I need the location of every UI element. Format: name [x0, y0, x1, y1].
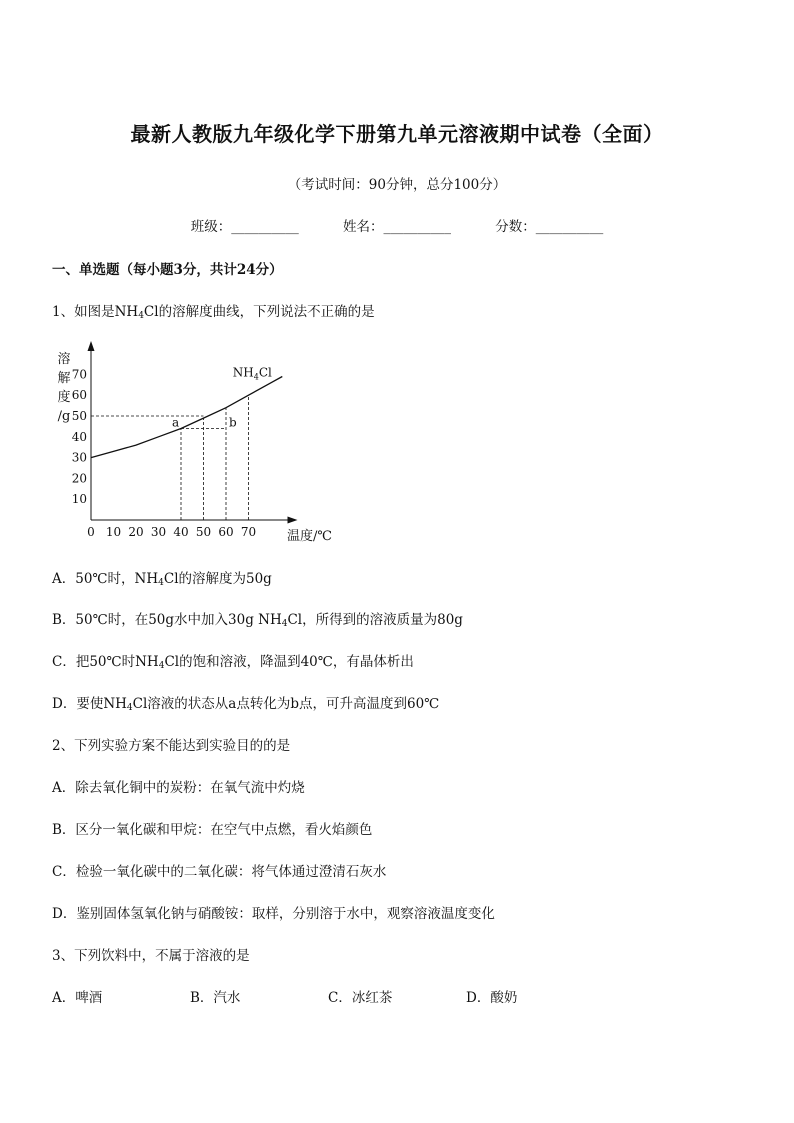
- score-field[interactable]: 分数：__________: [495, 219, 604, 235]
- nh4cl-curve: [91, 377, 282, 458]
- question-3-options: [52, 986, 604, 1006]
- question-1-option-a[interactable]: A．50℃时，$NH_4Cl$的溶解度为50g: [52, 571, 272, 588]
- y-tick-label: 20: [71, 471, 87, 486]
- question-3-option-b[interactable]: B．汽水: [190, 990, 241, 1006]
- page-title: 最新人教版九年级化学下册第九单元溶液期中试卷（全面）: [130, 122, 664, 146]
- y-tick-label: 40: [71, 429, 87, 444]
- y-tick-label: 70: [71, 367, 87, 382]
- x-tick-label: 0: [87, 525, 95, 539]
- x-tick-label: 30: [150, 525, 167, 539]
- x-tick-label: 70: [240, 525, 257, 539]
- x-tick-label: 60: [218, 525, 234, 539]
- question-3-option-d[interactable]: D．酸奶: [466, 990, 518, 1006]
- question-3-option-a[interactable]: A．啤酒: [52, 990, 103, 1006]
- question-2-option-c[interactable]: C．检验一氧化碳中的二氧化碳：将气体通过澄清石灰水: [52, 864, 387, 880]
- exam-info: （考试时间：90分钟，总分100分）: [287, 177, 507, 193]
- x-tick-label: 20: [128, 525, 144, 539]
- series-label-nh4cl: $NH_4Cl$: [232, 365, 272, 382]
- y-tick-label: 10: [71, 492, 87, 507]
- class-field[interactable]: 班级：__________: [190, 219, 299, 235]
- y-tick-label: 30: [71, 450, 87, 465]
- point-label-a: a: [172, 415, 180, 430]
- y-axis-label: 溶: [57, 352, 71, 367]
- x-axis-label: 温度/℃: [287, 529, 332, 544]
- x-tick-label: 40: [173, 525, 189, 539]
- question-2-option-b[interactable]: B．区分一氧化碳和甲烷：在空气中点燃，看火焰颜色: [52, 822, 373, 838]
- question-1-stem: 1、如图是$NH_4Cl$的溶解度曲线，下列说法不正确的是: [52, 304, 375, 321]
- y-axis-label: 度: [57, 390, 71, 405]
- name-field[interactable]: 姓名：__________: [343, 219, 451, 235]
- question-2-option-d[interactable]: D．鉴别固体氢氧化钠与硝酸铵：取样，分别溶于水中，观察溶液温度变化: [52, 906, 495, 922]
- y-axis-label: /g: [57, 409, 71, 424]
- question-3-option-c[interactable]: C．冰红茶: [328, 990, 393, 1006]
- solubility-chart: [40, 335, 340, 550]
- question-1-option-c[interactable]: C．把50℃时$NH_4Cl$的饱和溶液，降温到40℃，有晶体析出: [52, 654, 414, 671]
- question-1-option-b[interactable]: B．50℃时，在50g水中加入30g $NH_4Cl$，所得到的溶液质量为80g: [52, 612, 463, 629]
- student-info-row: [0, 215, 794, 235]
- y-tick-label: 50: [71, 409, 87, 423]
- point-label-b: b: [229, 415, 237, 430]
- section-heading: 一、单选题（每小题3分，共计24分）: [52, 262, 283, 278]
- question-2-option-a[interactable]: A．除去氧化铜中的炭粉：在氧气流中灼烧: [52, 780, 305, 796]
- question-3-stem: 3、下列饮料中，不属于溶液的是: [52, 948, 250, 964]
- x-tick-label: 50: [195, 525, 212, 539]
- x-axis-arrow: [288, 517, 298, 524]
- y-axis-arrow: [88, 341, 95, 351]
- question-1-option-d[interactable]: D．要使$NH_4Cl$溶液的状态从a点转化为b点，可升高温度到60℃: [52, 696, 440, 713]
- x-tick-label: 10: [105, 525, 122, 539]
- y-tick-label: 60: [71, 388, 87, 403]
- question-2-stem: 2、下列实验方案不能达到实验目的的是: [52, 738, 291, 754]
- y-axis-label: 解: [57, 371, 71, 386]
